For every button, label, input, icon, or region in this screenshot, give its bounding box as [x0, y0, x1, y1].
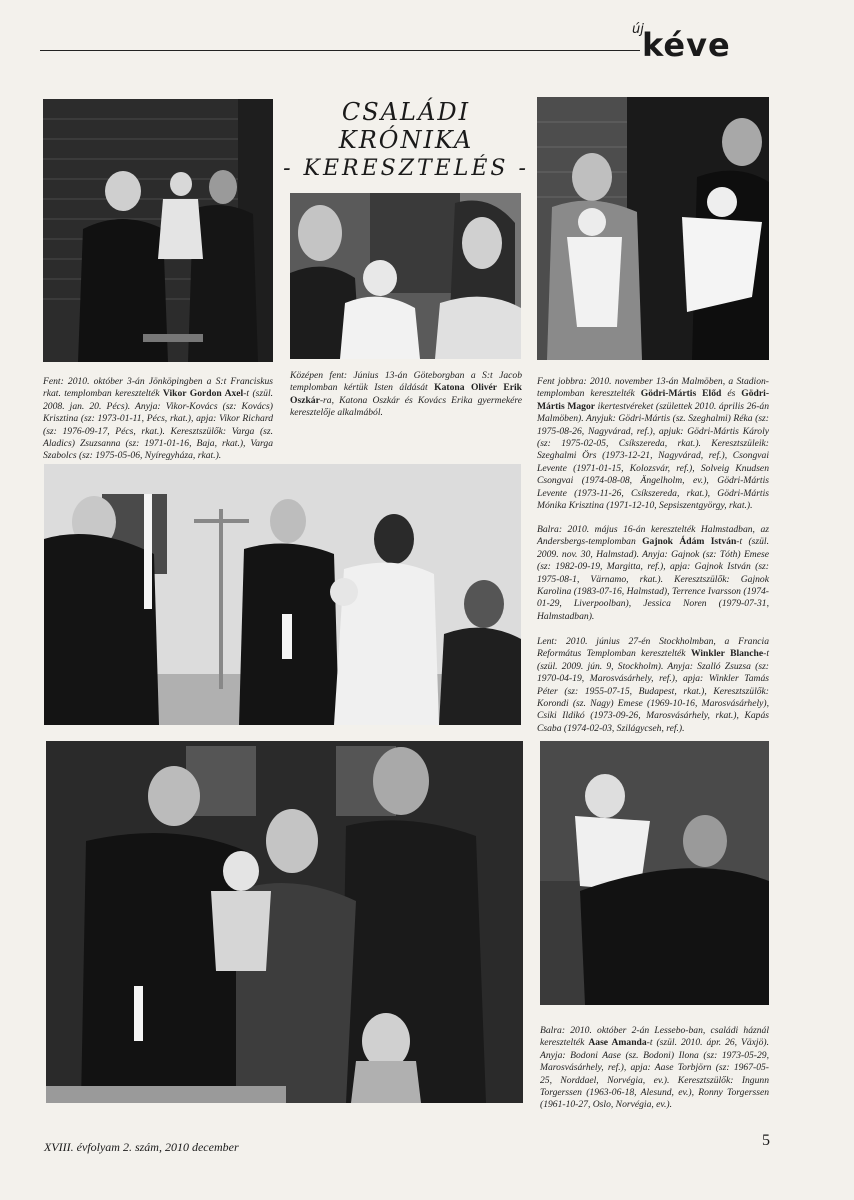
caption-text: Lent: 2010. június 27-én Stockholmban, a Francia Református Templomban keresztelték [537, 636, 769, 660]
caption-text: Fent jobbra: 2010. november 13-án Malmöben, a Stadion-templomban keresztelték [537, 376, 769, 400]
issue-info: XVIII. évfolyam 2. szám, 2010 december [44, 1140, 239, 1154]
caption-text: -ra, Katona Oszkár és Kovács Erika gyermekére keresztelője alkalmából. [290, 394, 522, 419]
child-name: Gödri-Mártis Magor [537, 388, 770, 412]
caption-text: és [721, 388, 742, 400]
logo-big-text: kéve [642, 26, 731, 64]
caption-godri-martis [537, 376, 769, 512]
child-name: Gajnok Ádám István [642, 536, 737, 548]
caption-katona [290, 370, 522, 420]
logo-small-text: új [632, 22, 644, 37]
photo-winkler-baptism [46, 741, 523, 1103]
caption-winkler [537, 636, 769, 735]
child-name: Katona Olivér Erik Oszkár [290, 382, 522, 406]
photo-katona-baptism [290, 193, 521, 359]
photo-gajnok-baptism [44, 464, 521, 725]
caption-text: -t (szül. 2009. jún. 9, Stockholm). Anyja: Szalló Zsuzsa (sz: 1970-04-19, Marosvásárhely, ref.), apja: Winkler Tamás Péter (sz: 1955-07-15, Budapest, rkat.), Keresztszülők: Korondi (sz. Nagy) Emese (1969-10-16, Marosvásárhely), Csiki Ildikó (1973-09-26, Marosvásárhely, rkat.), Kapás Csaba (1974-02-03, Szilágycseh, ref.). [537, 648, 769, 734]
caption-vikor [43, 376, 273, 463]
page-number: 5 [762, 1132, 770, 1149]
page-title [280, 98, 532, 181]
child-name: Aase Amanda [588, 1037, 647, 1049]
caption-text: Középen fent: Június 13-án Göteborgban a S:t Jacob templomban kértük Isten áldását [290, 370, 522, 394]
photo-vikor-baptism [43, 99, 273, 362]
caption-text: Balra: 2010. október 2-án Lessebo-ban, családi háznál keresztelték [540, 1025, 769, 1049]
title-line-2: - KERESZTELÉS - [283, 156, 529, 181]
caption-text: ikertestvéreket (születtek 2010. április 26-án Malmöben). Anyjuk: Gödri-Mártis (sz. Szeghalmi) Réka (sz: 1975-08-26, Nagyvárad, ref.), apjuk: Gödri-Mártis Károly (sz: 1975-02-05, Csíkszereda, rkat.). Keresztszüleik: Szeghalmi Örs (1973-12-21, Nagyvárad, ref.), Csongvai Levente (1971-01-15, Kolozsvár, ref.), Solveig Knudsen Csongvai (1974-08-08, Ängelholm, ev.), Gödri-Mártis Levente (1973-11-26, Csíkszereda, rkat.), Gödri-Mártis Mónika Krisztina (1971-12-10, Sepsiszentgyörgy, rkat.). [537, 400, 769, 512]
child-name: Gödri-Mártis Előd [640, 388, 722, 400]
photo-aase-baptism [540, 741, 769, 1005]
caption-text: Balra: 2010. május 16-án keresztelték Halmstadban, az Andersbergs-templomban [537, 524, 769, 548]
child-name: Vikor Gordon Axel [162, 388, 244, 400]
caption-aase [540, 1025, 769, 1112]
caption-text: Fent: 2010. október 3-án Jönköpingben a S:t Franciskus rkat. templomban keresztelték [43, 376, 273, 400]
title-line-1: CSALÁDI KRÓNIKA [338, 98, 474, 154]
header-rule [40, 50, 640, 51]
caption-gajnok [537, 524, 769, 623]
photo-godri-martis-baptism [537, 97, 769, 360]
child-name: Winkler Blanche [690, 648, 764, 660]
caption-text: -t (szül. 2010. ápr. 26, Växjö). Anyja: Bodoni Aase (sz. Bodoni) Ilona (sz: 1973-05-29, Marosvásárhely, ref.), apja: Aase Torbjörn (sz: 1967-05-25, Norddael, Norvégia, ev.). Keresztszülők: Ingunn Torgerssen (1963-06-18, Alesund, ev.), Ronny Torgerssen (1961-10-27, Oslo, Norvégia, ev.). [540, 1037, 769, 1111]
caption-text: -t (szül. 2008. jan. 20. Pécs). Anyja: Vikor-Kovács (sz: Kovács) Krisztina (sz: 1973-01-11, Pécs, rkat.), apja: Vikor Richard (sz: 1976-09-17, Pécs, rkat.). Keresztszülők: Varga (sz. Aladics) Zsuzsanna (sz: 1971-01-16, Baja, rkat.), Varga Szabolcs (sz: 1975-05-06, Nyíregyháza, rkat.). [43, 388, 274, 462]
caption-text: -t (szül. 2009. nov. 30, Halmstad). Anyja: Gajnok (sz: Tóth) Emese (sz: 1982-09-19, Margitta, ref.), apja: Gajnok István (sz: 1975-08-1, Värnamo, rkat.). Keresztszülők: Gajnok Karolina (1983-07-16, Halmstad), Terrence Ivarsson (1974-01-29, Liverpoolban), Jessica Noren (1979-07-31, Halmstadban). [537, 536, 769, 622]
